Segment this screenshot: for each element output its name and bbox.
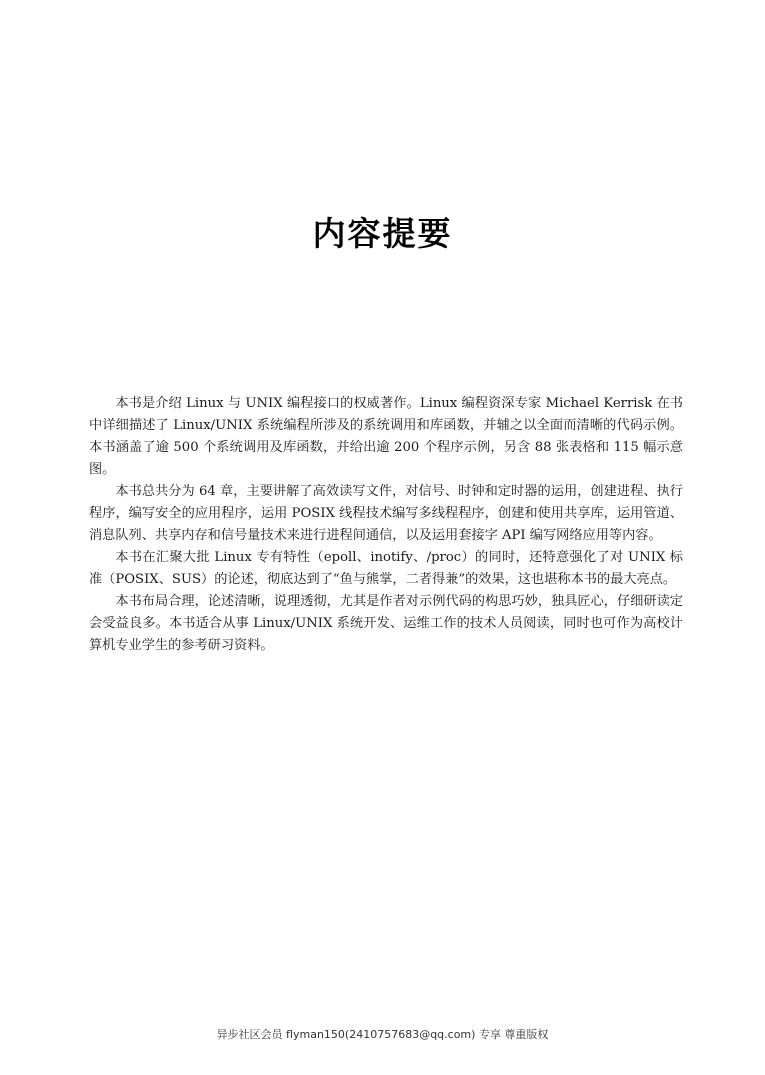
summary-paragraph-3: 本书在汇聚大批 Linux 专有特性（epoll、inotify、/proc）的同时，还特意强化了对 UNIX 标准（POSIX、SUS）的论述，彻底达到了“鱼与熊掌，二者得兼”的效果，这也堪称本书的最大亮点。 bbox=[89, 550, 683, 587]
copyright-footer: 异步社区会员 flyman150(2410757683@qq.com) 专享 尊重版权 bbox=[216, 1028, 549, 1041]
summary-paragraph-4: 本书布局合理，论述清晰，说理透彻，尤其是作者对示例代码的构思巧妙，独具匠心，仔细研读定会受益良多。本书适合从事 Linux/UNIX 系统开发、运维工作的技术人员阅读，同时也可作为高校计算机专业学生的参考研习资料。 bbox=[89, 594, 683, 653]
summary-paragraph-2: 本书总共分为 64 章，主要讲解了高效读写文件，对信号、时钟和定时器的运用，创建进程、执行程序，编写安全的应用程序，运用 POSIX 线程技术编写多线程程序，创建和使用共享库，运用管道、消息队列、共享内存和信号量技术来进行进程间通信，以及运用套接字 API 编写网络应用等内容。 bbox=[89, 484, 683, 543]
summary-paragraph-1: 本书是介绍 Linux 与 UNIX 编程接口的权威著作。Linux 编程资深专家 Michael Kerrisk 在书中详细描述了 Linux/UNIX 系统编程所涉及的系统调用和库函数，并辅之以全面而清晰的代码示例。本书涵盖了逾 500 个系统调用及库函数，并给出逾 200 个程序示例，另含 88 张表格和 115 幅示意图。 bbox=[89, 396, 683, 477]
summary-body bbox=[89, 393, 683, 657]
page-title: 内容提要 bbox=[312, 214, 453, 253]
